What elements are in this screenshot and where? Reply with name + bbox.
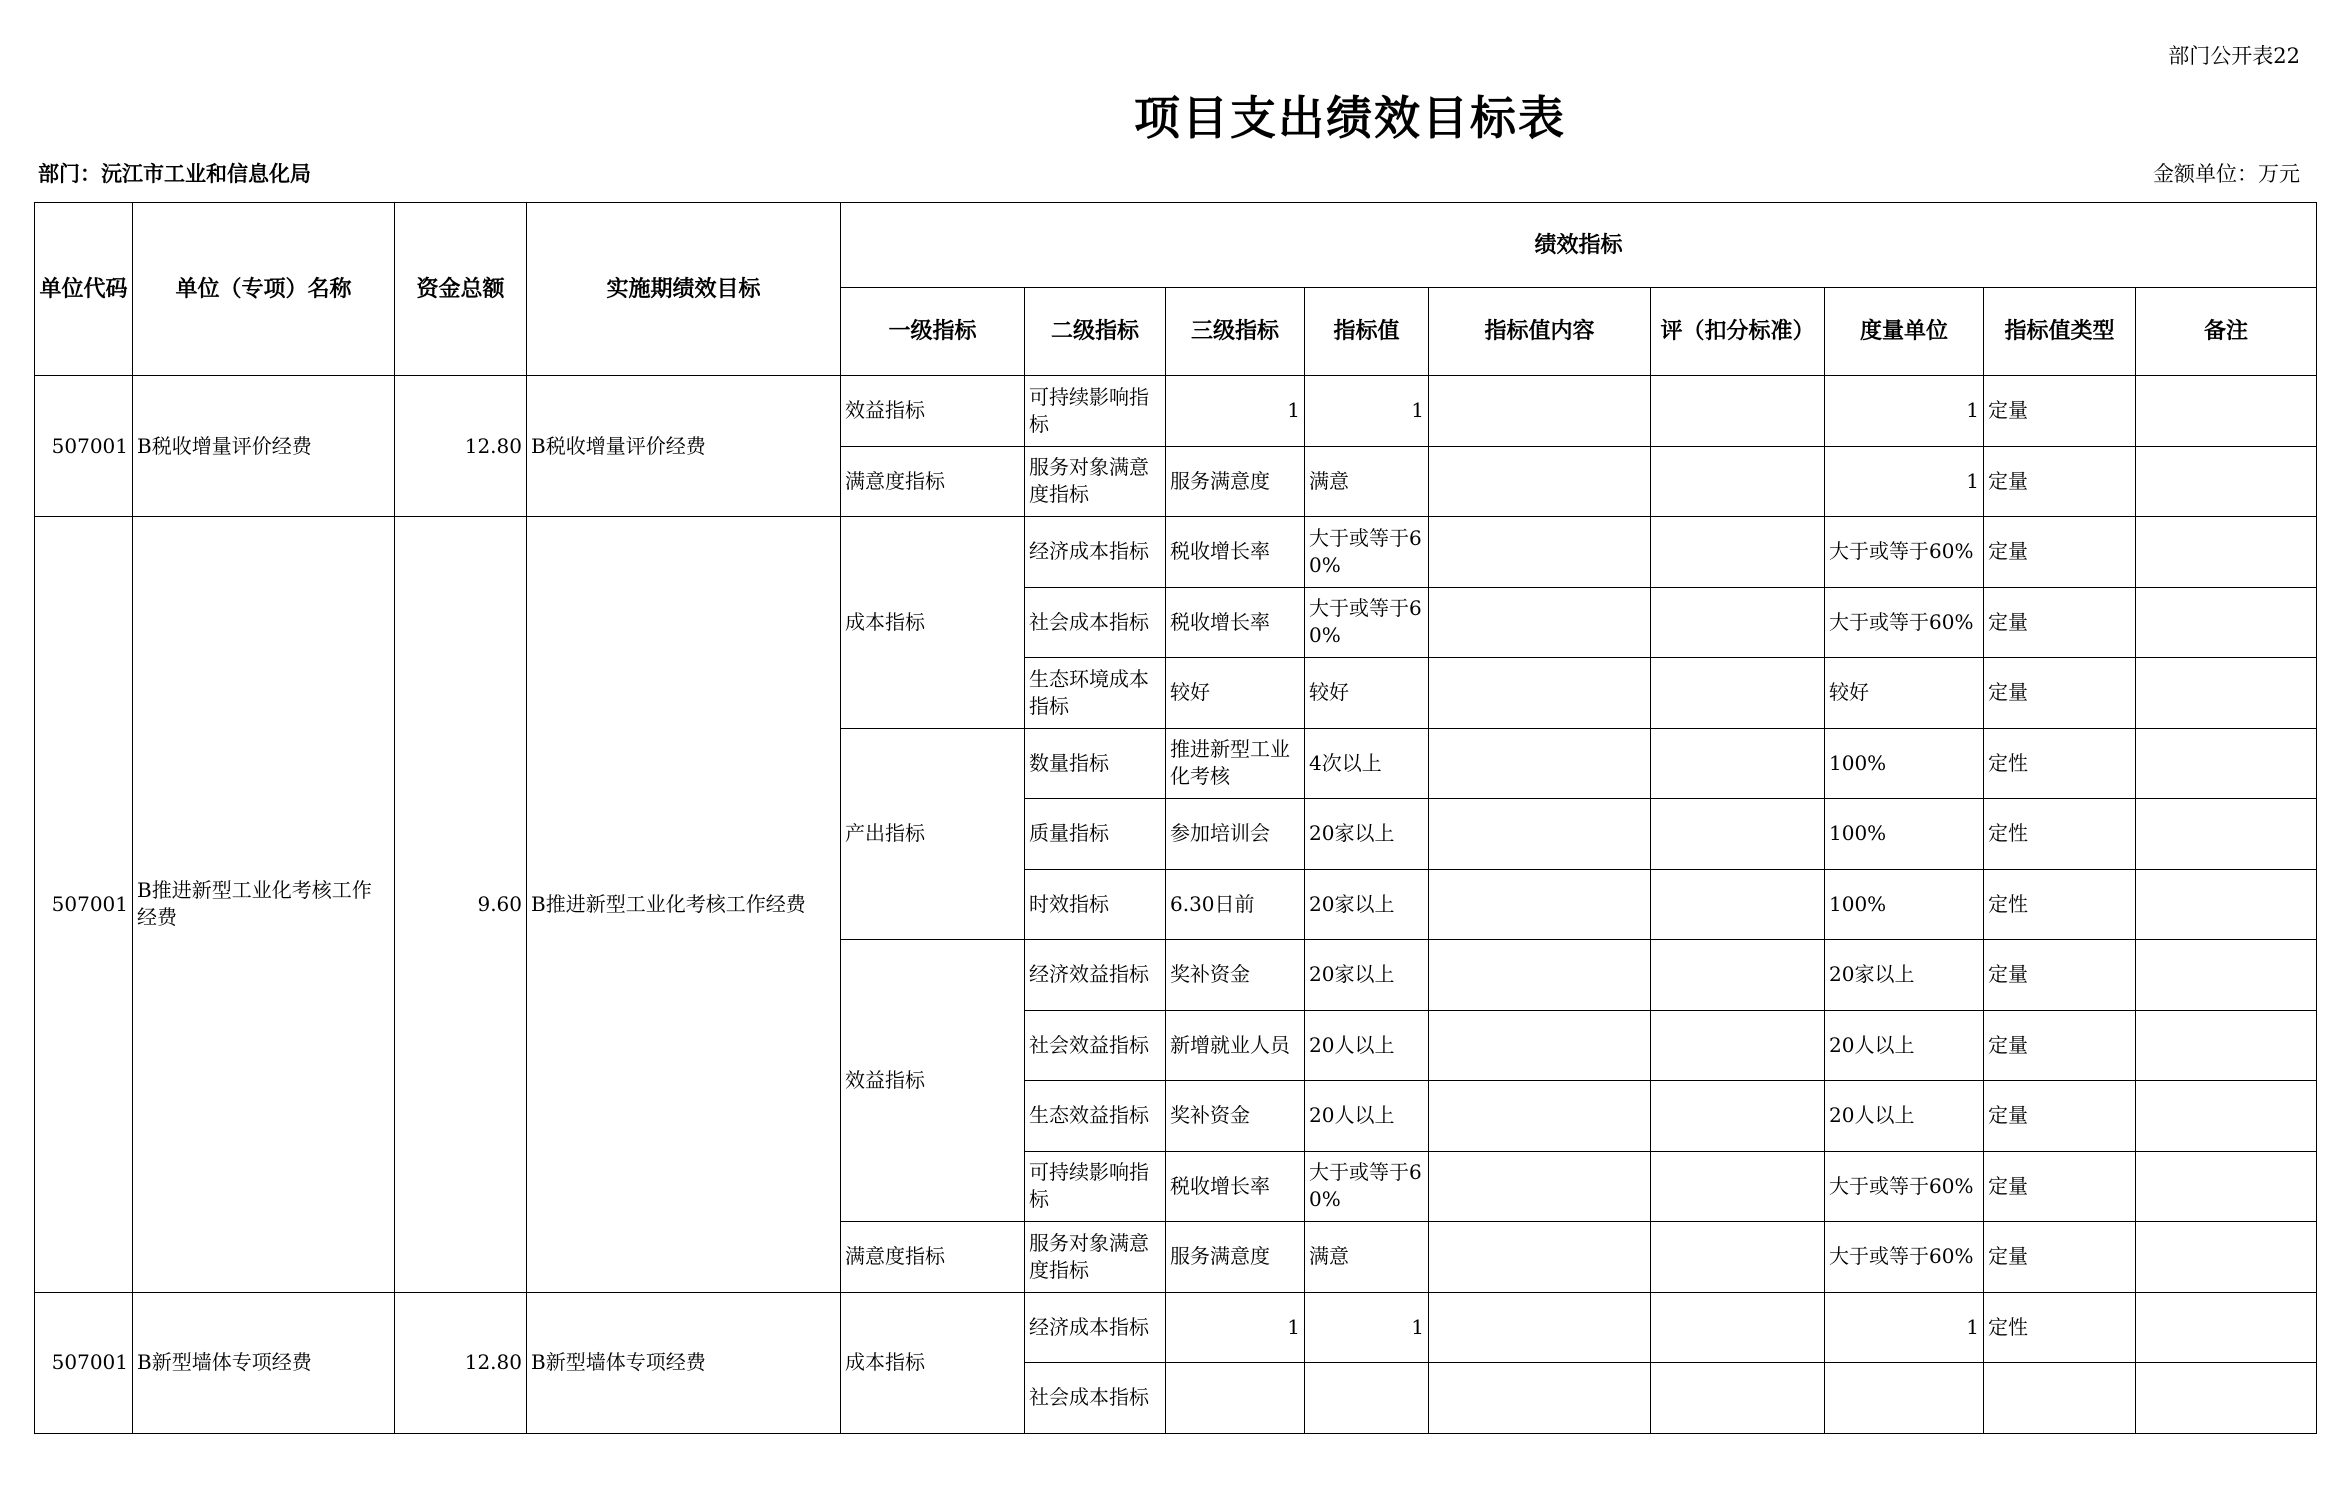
level1-indicator-cell: 满意度指标 — [841, 1222, 1025, 1293]
indicator-value-cell: 满意 — [1305, 1222, 1429, 1293]
col-header-code: 单位代码 — [35, 203, 133, 376]
score-standard-cell — [1651, 869, 1825, 940]
level3-indicator-cell: 1 — [1166, 1292, 1305, 1363]
indicator-value-cell: 20人以上 — [1305, 1081, 1429, 1152]
level3-indicator-cell: 奖补资金 — [1166, 940, 1305, 1011]
measure-unit-cell: 100% — [1825, 869, 1984, 940]
note-cell — [2136, 446, 2317, 517]
indicator-value-cell: 20家以上 — [1305, 869, 1429, 940]
indicator-content-cell — [1429, 940, 1651, 1011]
indicator-value-cell: 大于或等于60% — [1305, 517, 1429, 588]
note-cell — [2136, 1010, 2317, 1081]
score-standard-cell — [1651, 728, 1825, 799]
level3-indicator-cell: 税收增长率 — [1166, 587, 1305, 658]
indicator-content-cell — [1429, 728, 1651, 799]
level3-indicator-cell: 推进新型工业化考核 — [1166, 728, 1305, 799]
indicator-value-cell — [1305, 1363, 1429, 1434]
level3-indicator-cell: 服务满意度 — [1166, 446, 1305, 517]
level2-indicator-cell: 可持续影响指标 — [1025, 376, 1166, 447]
level2-indicator-cell: 生态效益指标 — [1025, 1081, 1166, 1152]
project-code-cell: 507001 — [35, 517, 133, 1293]
indicator-value-cell: 20家以上 — [1305, 940, 1429, 1011]
col-header-goal: 实施期绩效目标 — [527, 203, 841, 376]
level2-indicator-cell: 社会效益指标 — [1025, 1010, 1166, 1081]
col-header-score: 评（扣分标准） — [1651, 288, 1825, 376]
indicator-value-cell: 较好 — [1305, 658, 1429, 729]
indicator-content-cell — [1429, 658, 1651, 729]
value-type-cell: 定性 — [1984, 799, 2136, 870]
table-row — [35, 1292, 2317, 1363]
col-header-measure: 度量单位 — [1825, 288, 1984, 376]
project-code-cell: 507001 — [35, 1292, 133, 1433]
note-cell — [2136, 587, 2317, 658]
note-cell — [2136, 940, 2317, 1011]
col-header-performance: 绩效指标 — [841, 203, 2317, 288]
form-number: 部门公开表22 — [2168, 44, 2300, 68]
note-cell — [2136, 799, 2317, 870]
indicator-content-cell — [1429, 446, 1651, 517]
measure-unit-cell: 100% — [1825, 799, 1984, 870]
level2-indicator-cell: 经济成本指标 — [1025, 1292, 1166, 1363]
measure-unit-cell: 大于或等于60% — [1825, 1222, 1984, 1293]
indicator-content-cell — [1429, 1292, 1651, 1363]
col-header-content: 指标值内容 — [1429, 288, 1651, 376]
measure-unit-cell: 大于或等于60% — [1825, 517, 1984, 588]
value-type-cell: 定量 — [1984, 1010, 2136, 1081]
level2-indicator-cell: 服务对象满意度指标 — [1025, 446, 1166, 517]
value-type-cell: 定量 — [1984, 1151, 2136, 1222]
level2-indicator-cell: 服务对象满意度指标 — [1025, 1222, 1166, 1293]
indicator-value-cell: 20家以上 — [1305, 799, 1429, 870]
measure-unit-cell: 20家以上 — [1825, 940, 1984, 1011]
level3-indicator-cell: 参加培训会 — [1166, 799, 1305, 870]
indicator-content-cell — [1429, 587, 1651, 658]
performance-table — [34, 202, 2317, 1434]
level1-indicator-cell: 效益指标 — [841, 940, 1025, 1222]
project-total-cell: 12.80 — [395, 376, 527, 517]
value-type-cell: 定量 — [1984, 1081, 2136, 1152]
note-cell — [2136, 1081, 2317, 1152]
col-header-note: 备注 — [2136, 288, 2317, 376]
score-standard-cell — [1651, 1151, 1825, 1222]
value-type-cell: 定量 — [1984, 940, 2136, 1011]
value-type-cell: 定性 — [1984, 1292, 2136, 1363]
col-header-level1: 一级指标 — [841, 288, 1025, 376]
note-cell — [2136, 517, 2317, 588]
project-name-cell: B税收增量评价经费 — [133, 376, 395, 517]
col-header-value-type: 指标值类型 — [1984, 288, 2136, 376]
note-cell — [2136, 376, 2317, 447]
measure-unit-cell: 20人以上 — [1825, 1081, 1984, 1152]
value-type-cell: 定量 — [1984, 1222, 2136, 1293]
department-label: 部门：沅江市工业和信息化局 — [38, 161, 311, 186]
level3-indicator-cell — [1166, 1363, 1305, 1434]
value-type-cell — [1984, 1363, 2136, 1434]
level2-indicator-cell: 质量指标 — [1025, 799, 1166, 870]
score-standard-cell — [1651, 517, 1825, 588]
level3-indicator-cell: 奖补资金 — [1166, 1081, 1305, 1152]
measure-unit-cell: 20人以上 — [1825, 1010, 1984, 1081]
level3-indicator-cell: 较好 — [1166, 658, 1305, 729]
level3-indicator-cell: 税收增长率 — [1166, 517, 1305, 588]
note-cell — [2136, 1151, 2317, 1222]
level2-indicator-cell: 社会成本指标 — [1025, 1363, 1166, 1434]
score-standard-cell — [1651, 376, 1825, 447]
level3-indicator-cell: 新增就业人员 — [1166, 1010, 1305, 1081]
score-standard-cell — [1651, 587, 1825, 658]
indicator-value-cell: 大于或等于60% — [1305, 1151, 1429, 1222]
score-standard-cell — [1651, 446, 1825, 517]
score-standard-cell — [1651, 940, 1825, 1011]
note-cell — [2136, 1363, 2317, 1434]
measure-unit-cell: 1 — [1825, 446, 1984, 517]
measure-unit-cell: 大于或等于60% — [1825, 587, 1984, 658]
score-standard-cell — [1651, 1292, 1825, 1363]
value-type-cell: 定量 — [1984, 517, 2136, 588]
measure-unit-cell: 1 — [1825, 376, 1984, 447]
indicator-content-cell — [1429, 517, 1651, 588]
indicator-value-cell: 20人以上 — [1305, 1010, 1429, 1081]
measure-unit-cell: 较好 — [1825, 658, 1984, 729]
score-standard-cell — [1651, 658, 1825, 729]
indicator-content-cell — [1429, 1222, 1651, 1293]
indicator-content-cell — [1429, 1151, 1651, 1222]
table-row — [35, 376, 2317, 447]
project-goal-cell: B税收增量评价经费 — [527, 376, 841, 517]
project-name-cell: B新型墙体专项经费 — [133, 1292, 395, 1433]
col-header-value: 指标值 — [1305, 288, 1429, 376]
project-total-cell: 9.60 — [395, 517, 527, 1293]
project-goal-cell: B新型墙体专项经费 — [527, 1292, 841, 1433]
indicator-value-cell: 1 — [1305, 1292, 1429, 1363]
level1-indicator-cell: 成本指标 — [841, 517, 1025, 729]
indicator-content-cell — [1429, 1363, 1651, 1434]
note-cell — [2136, 1292, 2317, 1363]
indicator-content-cell — [1429, 1081, 1651, 1152]
project-code-cell: 507001 — [35, 376, 133, 517]
value-type-cell: 定量 — [1984, 446, 2136, 517]
project-total-cell: 12.80 — [395, 1292, 527, 1433]
note-cell — [2136, 869, 2317, 940]
level3-indicator-cell: 税收增长率 — [1166, 1151, 1305, 1222]
col-header-level2: 二级指标 — [1025, 288, 1166, 376]
level2-indicator-cell: 社会成本指标 — [1025, 587, 1166, 658]
level3-indicator-cell: 服务满意度 — [1166, 1222, 1305, 1293]
project-name-cell: B推进新型工业化考核工作经费 — [133, 517, 395, 1293]
level3-indicator-cell: 1 — [1166, 376, 1305, 447]
level2-indicator-cell: 生态环境成本指标 — [1025, 658, 1166, 729]
project-goal-cell: B推进新型工业化考核工作经费 — [527, 517, 841, 1293]
indicator-value-cell: 4次以上 — [1305, 728, 1429, 799]
note-cell — [2136, 658, 2317, 729]
value-type-cell: 定性 — [1984, 728, 2136, 799]
page-title: 项目支出绩效目标表 — [1134, 91, 1566, 145]
level2-indicator-cell: 经济成本指标 — [1025, 517, 1166, 588]
value-type-cell: 定量 — [1984, 587, 2136, 658]
table-row — [35, 517, 2317, 588]
col-header-total: 资金总额 — [395, 203, 527, 376]
indicator-content-cell — [1429, 1010, 1651, 1081]
measure-unit-cell — [1825, 1363, 1984, 1434]
note-cell — [2136, 728, 2317, 799]
level1-indicator-cell: 成本指标 — [841, 1292, 1025, 1433]
level1-indicator-cell: 满意度指标 — [841, 446, 1025, 517]
score-standard-cell — [1651, 1222, 1825, 1293]
score-standard-cell — [1651, 799, 1825, 870]
level2-indicator-cell: 经济效益指标 — [1025, 940, 1166, 1011]
level3-indicator-cell: 6.30日前 — [1166, 869, 1305, 940]
value-type-cell: 定量 — [1984, 376, 2136, 447]
level2-indicator-cell: 数量指标 — [1025, 728, 1166, 799]
value-type-cell: 定性 — [1984, 869, 2136, 940]
indicator-value-cell: 大于或等于60% — [1305, 587, 1429, 658]
amount-unit-label: 金额单位：万元 — [2153, 162, 2300, 186]
indicator-content-cell — [1429, 799, 1651, 870]
indicator-value-cell: 满意 — [1305, 446, 1429, 517]
note-cell — [2136, 1222, 2317, 1293]
score-standard-cell — [1651, 1010, 1825, 1081]
level2-indicator-cell: 可持续影响指标 — [1025, 1151, 1166, 1222]
measure-unit-cell: 大于或等于60% — [1825, 1151, 1984, 1222]
level2-indicator-cell: 时效指标 — [1025, 869, 1166, 940]
level1-indicator-cell: 效益指标 — [841, 376, 1025, 447]
indicator-content-cell — [1429, 376, 1651, 447]
score-standard-cell — [1651, 1081, 1825, 1152]
measure-unit-cell: 1 — [1825, 1292, 1984, 1363]
value-type-cell: 定量 — [1984, 658, 2136, 729]
indicator-value-cell: 1 — [1305, 376, 1429, 447]
level1-indicator-cell: 产出指标 — [841, 728, 1025, 940]
col-header-name: 单位（专项）名称 — [133, 203, 395, 376]
measure-unit-cell: 100% — [1825, 728, 1984, 799]
score-standard-cell — [1651, 1363, 1825, 1434]
indicator-content-cell — [1429, 869, 1651, 940]
col-header-level3: 三级指标 — [1166, 288, 1305, 376]
